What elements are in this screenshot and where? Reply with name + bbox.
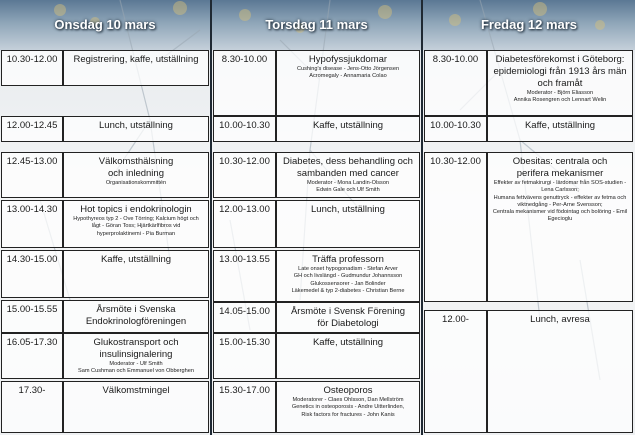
schedule-session: Träffa professorn Late onset hypogonadism - Stefan Arver GH och livslängd - Gudmundur Johannsson Glukossensorer - Jan Bolinder Läkemedel & typ 2-diabetes - Christian Berne <box>276 250 420 302</box>
schedule-time: 12.00-12.45 <box>1 116 63 142</box>
schedule-time: 8.30-10.00 <box>213 50 276 116</box>
schedule-time: 14.30-15.00 <box>1 250 63 298</box>
column-divider <box>421 0 423 435</box>
schedule-session: Diabetesförekomst i Göteborg: epidemiologi från 1913 års män och framåt Moderator - Björn Eliasson Annika Rosengren och Lennart Welin <box>487 50 633 116</box>
schedule-session: Årsmöte i Svensk Förening för Diabetologi <box>276 302 420 333</box>
schedule-session: Glukostransport och insulinsignalering Moderator - Ulf Smith Sam Cushman och Emmanuel von Obberghen <box>63 333 209 379</box>
schedule-time: 12.45-13.00 <box>1 152 63 198</box>
schedule-time: 15.00-15.30 <box>213 333 276 379</box>
schedule-session: Obesitas: centrala och perifera mekanismer Effekter av fetmakirurgi - lärdomar från SOS-studien - Lena Carlsson; Humana fettvävens genuttryck - effekter av fetma och viktnedgång - Per-Arne Svensson; Centrala mekanismer vid födointag och bolöring - Emil Egecioglu <box>487 152 633 302</box>
day-header-friday: Fredag 12 mars <box>480 17 578 32</box>
schedule-session: Lunch, avresa <box>487 310 633 433</box>
schedule-time: 8.30-10.00 <box>424 50 487 116</box>
schedule-time: 13.00-13.55 <box>213 250 276 302</box>
schedule-time: 10.30-12.00 <box>213 152 276 198</box>
schedule-session: Kaffe, utställning <box>487 116 633 142</box>
schedule-session: Osteoporos Moderatorer - Claes Ohlsson, Dan Mellström Genetics in osteoporosis - Andre Uitterlinden, Risk factors for fractures - John Kanis <box>276 381 420 433</box>
column-divider <box>210 0 212 435</box>
schedule-session: Registrering, kaffe, utställning <box>63 50 209 86</box>
day-header-thursday: Torsdag 11 mars <box>265 17 368 32</box>
schedule-session: Välkomsthälsning och inledning Organisationskommittén <box>63 152 209 198</box>
schedule-time: 16.05-17.30 <box>1 333 63 379</box>
schedule-time: 10.00-10.30 <box>424 116 487 142</box>
schedule-session: Diabetes, dess behandling och sambanden med cancer Moderator - Mona Landin-Olsson Edwin Gale och Ulf Smith <box>276 152 420 198</box>
day-header-wednesday: Onsdag 10 mars <box>54 17 156 32</box>
schedule-time: 12.00- <box>424 310 487 433</box>
schedule-time: 13.00-14.30 <box>1 200 63 248</box>
schedule-time: 15.30-17.00 <box>213 381 276 433</box>
schedule-session: Välkomstmingel <box>63 381 209 433</box>
schedule-time: 12.00-13.00 <box>213 200 276 248</box>
schedule-session: Kaffe, utställning <box>276 333 420 379</box>
schedule-session: Hypofyssjukdomar Cushing's disease - Jens-Otto Jörgensen Acromegaly - Annamaria Colao <box>276 50 420 116</box>
schedule-session: Kaffe, utställning <box>276 116 420 142</box>
schedule-time: 10.30-12.00 <box>424 152 487 302</box>
schedule-time: 10.00-10.30 <box>213 116 276 142</box>
schedule-time: 17.30- <box>1 381 63 433</box>
schedule-session: Kaffe, utställning <box>63 250 209 298</box>
schedule-time: 14.05-15.00 <box>213 302 276 333</box>
schedule-session: Lunch, utställning <box>63 116 209 142</box>
schedule-session: Hot topics i endokrinologin Hypothyreos typ 2 - Ove Törring; Kalcium högt och lågt - Göran Toss; Hjärtkärlfibros vid hyperprolaktinemi - Pia Burman <box>63 200 209 248</box>
schedule-time: 10.30-12.00 <box>1 50 63 86</box>
schedule-session: Årsmöte i Svenska Endokrinologföreningen <box>63 300 209 333</box>
schedule-session: Lunch, utställning <box>276 200 420 248</box>
schedule-time: 15.00-15.55 <box>1 300 63 333</box>
